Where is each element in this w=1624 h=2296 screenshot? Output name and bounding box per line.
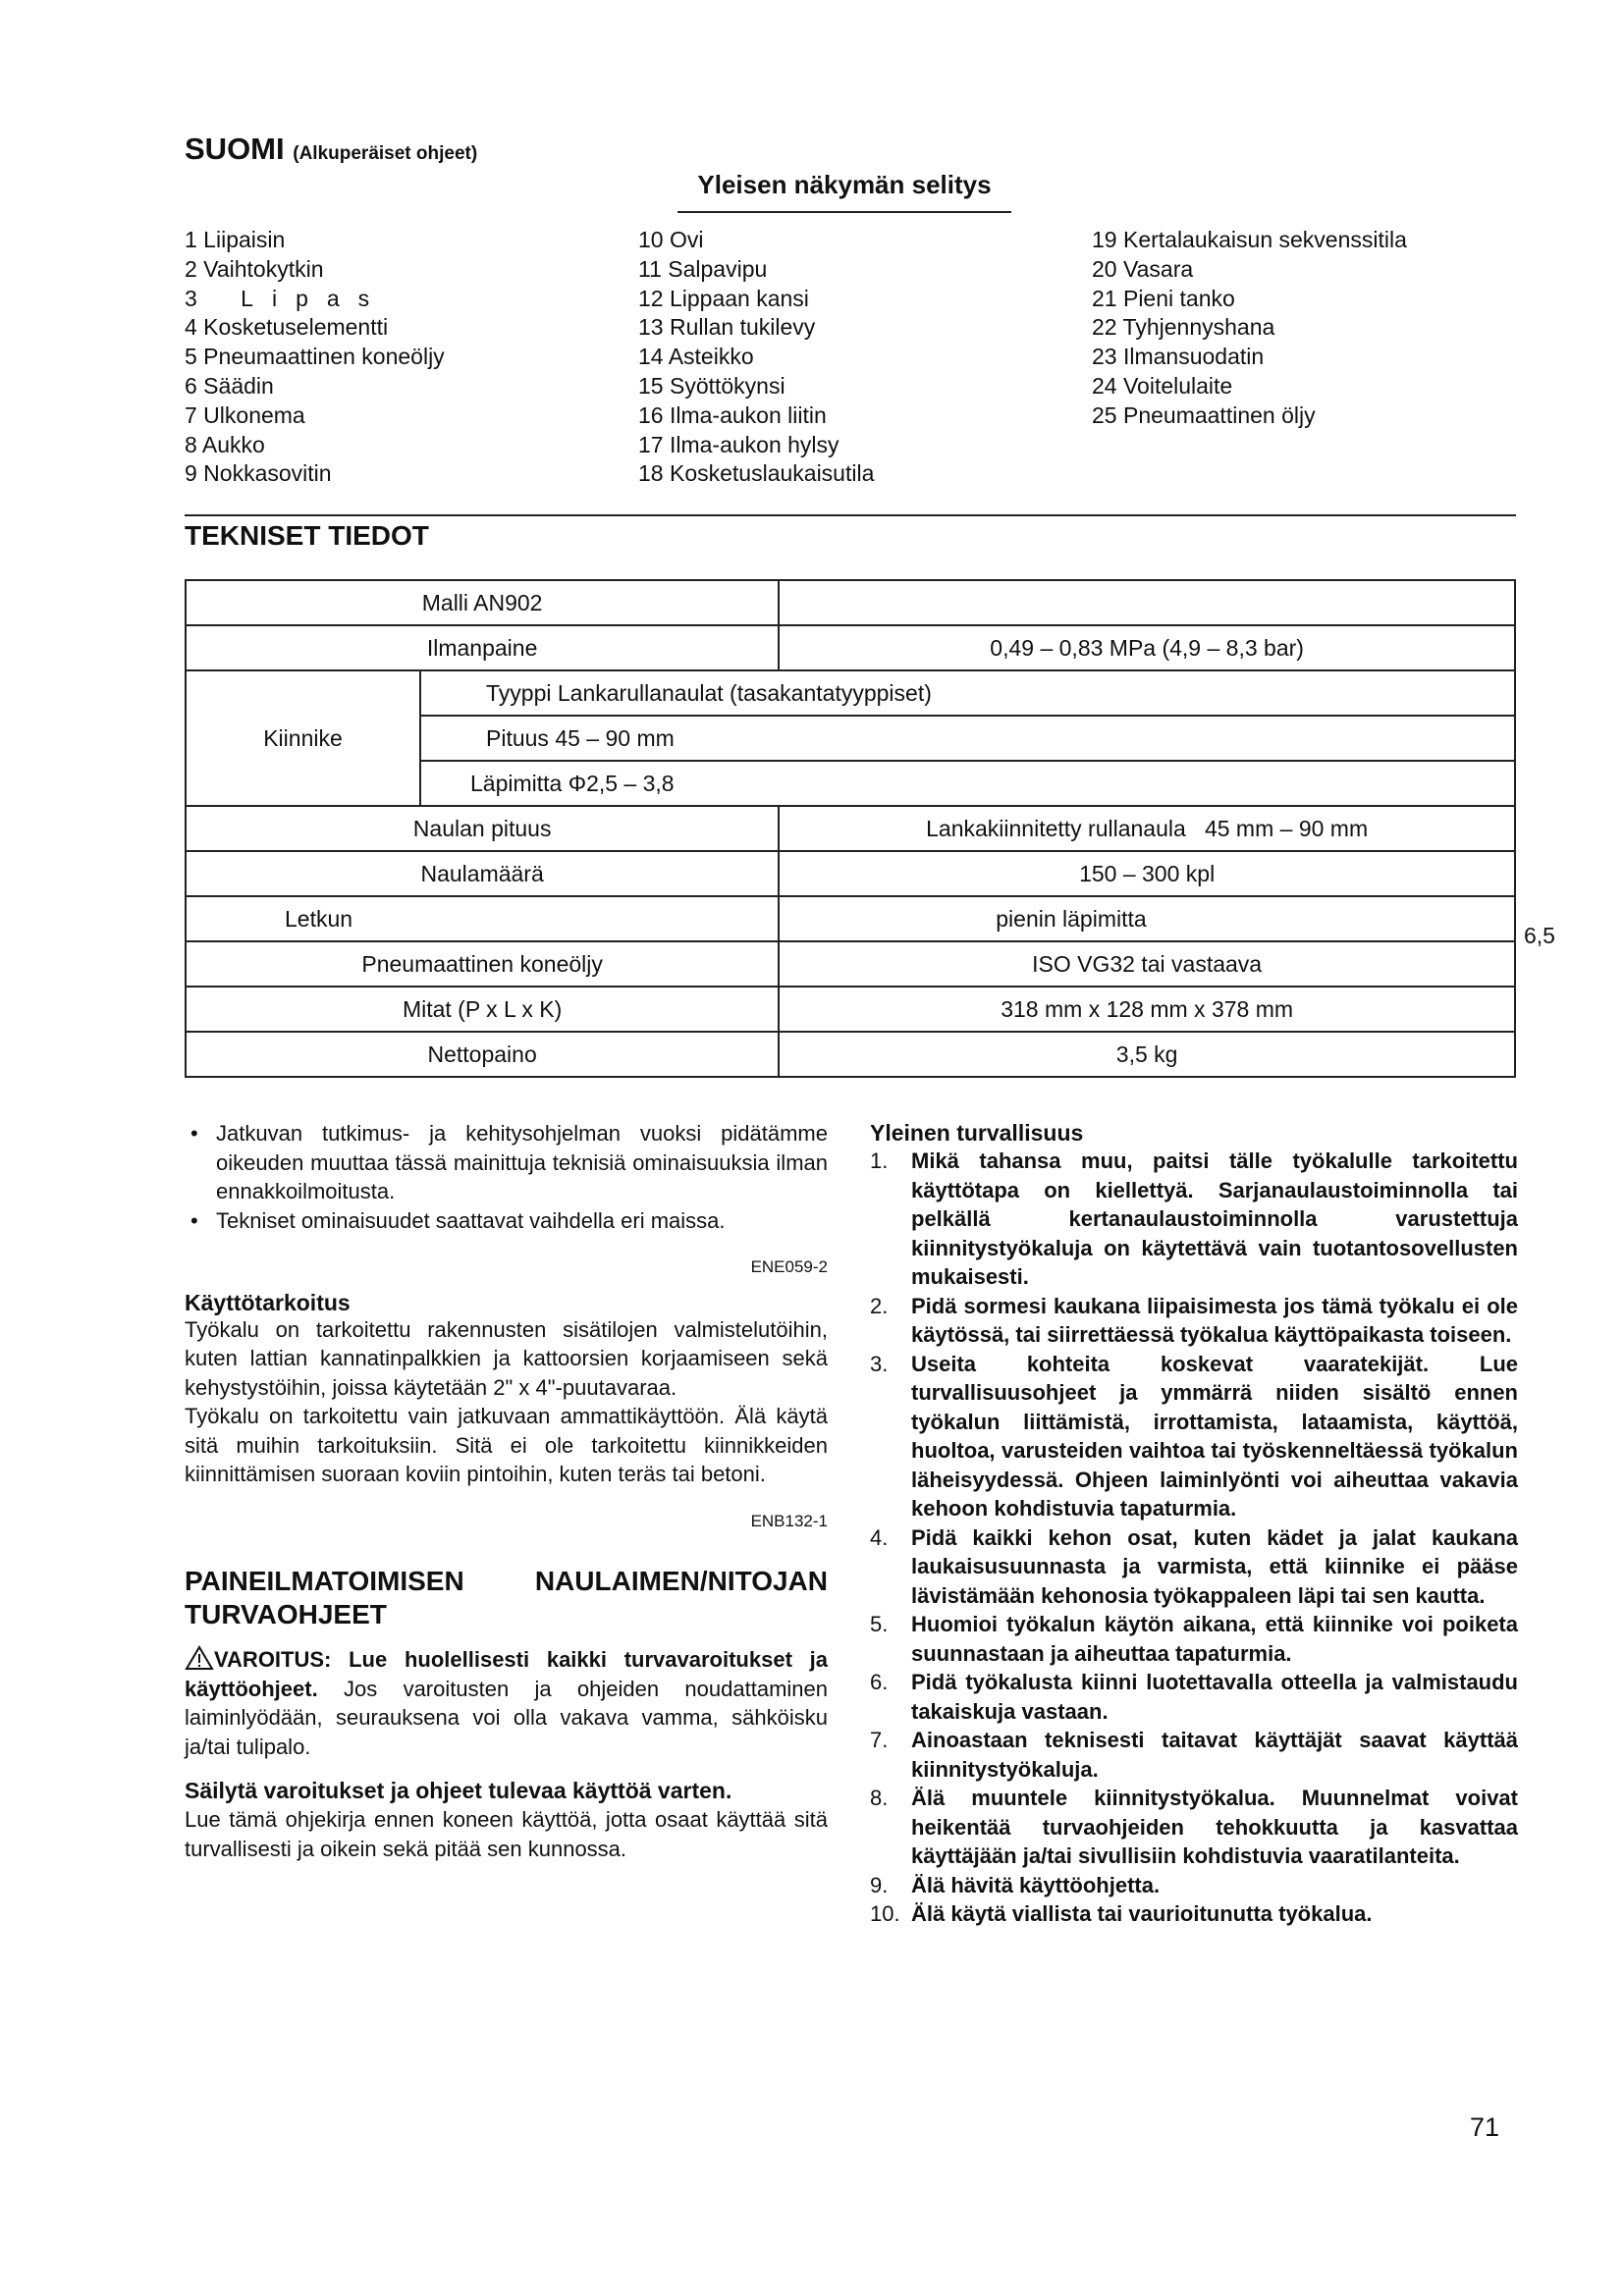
table-row	[186, 806, 1515, 851]
specs-title: TEKNISET TIEDOT	[185, 520, 429, 551]
purpose-heading: Käyttötarkoitus	[185, 1289, 351, 1315]
page-number: 71	[1470, 2112, 1500, 2142]
specs-divider	[185, 514, 1516, 516]
list-item-text: Pidä sormesi kaukana liipaisimesta jos tämä työkalu ei ole käytössä, tai siirrettäessä työkalua käyttöpaikasta toiseen.	[911, 1293, 1518, 1347]
doc-code: ENE059-2	[750, 1257, 828, 1276]
weight-value: 3,5 kg	[779, 1032, 1515, 1077]
overview-column-2	[638, 226, 874, 489]
specs-table	[185, 579, 1516, 1078]
warning-label: VAROITUS:	[214, 1647, 332, 1672]
purpose-paragraph: Työkalu on tarkoitettu vain jatkuvaan ammattikäyttöön. Älä käytä sitä muihin tarkoituksiin. Sitä ei ole tarkoitettu kiinnikkeiden kiinnittämisen suoraan koviin pintoihin, kuten teräs tai betoni.	[185, 1404, 828, 1486]
list-item-number: 1.	[870, 1148, 889, 1173]
overview-item: 11 Salpavipu	[638, 255, 768, 282]
safety-list-item	[870, 1726, 1518, 1784]
overview-item: 17 Ilma-aukon hylsy	[638, 431, 839, 457]
model-value	[779, 580, 1515, 625]
warning-text: Jos varoitusten ja ohjeiden noudattaminen laiminlyödään, seurauksena voi olla vakava vamma, sähköisku ja/tai tulipalo.	[185, 1676, 828, 1759]
fastener-type: Tyyppi Lankarullanaulat (tasakantatyyppiset)	[420, 670, 1515, 716]
safety-list-item	[870, 1668, 1518, 1726]
warning-bold-text: Lue huolellisesti kaikki turvavaroitukset ja käyttöohjeet.	[185, 1647, 828, 1701]
spec-notes	[185, 1119, 828, 1235]
list-item-number: 7.	[870, 1728, 889, 1752]
list-item-text: Ainoastaan teknisesti taitavat käyttäjät saavat käyttää kiinnitystyökaluja.	[911, 1728, 1518, 1782]
overview-item: 3 Lipas	[185, 285, 389, 311]
general-safety-heading: Yleinen turvallisuus	[870, 1120, 1084, 1146]
list-item-text: Älä hävitä käyttöohjetta.	[911, 1872, 1161, 1897]
overview-item: 20 Vasara	[1092, 255, 1194, 282]
table-row	[186, 1032, 1515, 1077]
left-column	[185, 1119, 828, 1863]
table-row	[186, 896, 1515, 941]
warning-triangle-icon	[185, 1645, 214, 1671]
list-item-text: Älä käytä viallista tai vaurioitunutta työkalua.	[911, 1901, 1373, 1926]
language-name: SUOMI	[185, 132, 285, 166]
overview-column-1	[185, 226, 445, 489]
list-item-text: Pidä kaikki kehon osat, kuten kädet ja jalat kaukana laukaisusuunnasta ja varmista, että kiinnike ei pääse lävistämään kehonosia työkappaleen läpi tai sen kautta.	[911, 1524, 1518, 1608]
overview-item: 18 Kosketuslaukaisutila	[638, 460, 875, 487]
list-item-text: Älä muuntele kiinnitystyökalua. Muunnelmat voivat heikentää turvaohjeiden tehokkuutta ja kasvattaa käyttäjään ja/tai sivullisiin kohdistuvia vaaratilanteita.	[911, 1786, 1518, 1868]
safety-list-item	[870, 1899, 1518, 1929]
overview-item: 8 Aukko	[185, 431, 265, 457]
hose-label: Letkun	[186, 896, 779, 941]
overview-item: 13 Rullan tukilevy	[638, 314, 816, 341]
overview-item: 1 Liipaisin	[185, 227, 286, 252]
nail-capacity-value: 150 – 300 kpl	[779, 851, 1515, 896]
keep-paragraph: Lue tämä ohjekirja ennen koneen käyttöä, jotta osaat käyttää sitä turvallisesti ja oikein sekä pitää sen kunnossa.	[185, 1807, 828, 1861]
list-item-number: 2.	[870, 1293, 889, 1318]
overview-item: 4 Kosketuselementti	[185, 314, 389, 341]
safety-list-item	[870, 1784, 1518, 1871]
table-row	[186, 941, 1515, 987]
doc-code: ENB132-1	[750, 1511, 828, 1530]
list-item-number: 10.	[870, 1901, 900, 1926]
table-row	[186, 625, 1515, 670]
right-column	[870, 1119, 1518, 1929]
language-heading	[185, 132, 477, 167]
list-item-number: 5.	[870, 1612, 889, 1636]
overview-item: 23 Ilmansuodatin	[1092, 344, 1265, 370]
air-pressure-label: Ilmanpaine	[186, 625, 779, 670]
overview-item: 7 Ulkonema	[185, 401, 305, 428]
table-row	[186, 580, 1515, 625]
weight-label: Nettopaino	[186, 1032, 779, 1077]
language-note: (Alkuperäiset ohjeet)	[293, 143, 478, 164]
overview-item: 22 Tyhjennyshana	[1092, 314, 1275, 341]
oil-value: ISO VG32 tai vastaava	[779, 941, 1515, 987]
overview-column-3	[1092, 226, 1407, 431]
model-label: Malli AN902	[186, 580, 779, 625]
overview-item: 21 Pieni tanko	[1092, 285, 1235, 311]
overview-title: Yleisen näkymän selitys	[697, 170, 992, 199]
safety-heading: PAINEILMATOIMISEN NAULAIMEN/NITOJAN TURVAOHJEET	[185, 1566, 828, 1629]
keep-heading: Säilytä varoitukset ja ohjeet tulevaa käyttöä varten.	[185, 1778, 732, 1803]
overview-item: 24 Voitelulaite	[1092, 372, 1233, 399]
overview-item: 19 Kertalaukaisun sekvenssitila	[1092, 227, 1407, 252]
dimensions-label: Mitat (P x L x K)	[186, 987, 779, 1032]
overview-item: 16 Ilma-aukon liitin	[638, 401, 827, 428]
list-item-number: 9.	[870, 1872, 889, 1897]
fastener-label: Kiinnike	[186, 670, 420, 806]
safety-list-item	[870, 1871, 1518, 1900]
overview-item: 9 Nokkasovitin	[185, 460, 332, 487]
table-row	[186, 851, 1515, 896]
table-row	[186, 987, 1515, 1032]
overview-item: 10 Ovi	[638, 227, 704, 252]
overview-item: 15 Syöttökynsi	[638, 372, 785, 399]
safety-list	[870, 1147, 1518, 1929]
safety-list-item	[870, 1350, 1518, 1523]
fastener-diameter: Läpimitta Φ2,5 – 3,8	[420, 761, 1515, 806]
note-bullet: • Tekniset ominaisuudet saattavat vaihdella eri maissa.	[185, 1206, 828, 1236]
overview-item: 12 Lippaan kansi	[638, 285, 809, 311]
overview-item: 5 Pneumaattinen koneöljy	[185, 344, 445, 370]
list-item-text: Mikä tahansa muu, paitsi tälle työkalulle tarkoitettu käyttötapa on kiellettyä. Sarjanaulaustoiminnolla tai pelkällä kertanaulaustoiminnolla varustettuja kiinnitystyökaluja on käytettävä vain tuotantosovellusten mukaisesti.	[911, 1148, 1518, 1289]
purpose-paragraph: Työkalu on tarkoitettu rakennusten sisätilojen valmistelutöihin, kuten lattian kannatinpalkkien ja kattoorsien korjaamiseen sekä kehystystöihin, joissa käytetään 2" x 4"-puutavaraa.	[185, 1316, 828, 1400]
overview-underline	[677, 211, 1011, 213]
nail-length-value: Lankakiinnitetty rullanaula 45 mm – 90 mm	[779, 806, 1515, 851]
list-item-text: Pidä työkalusta kiinni luotettavalla otteella ja valmistaudu takaiskuja vastaan.	[911, 1670, 1518, 1724]
hose-side-value: 6,5	[1524, 923, 1555, 948]
safety-list-item	[870, 1147, 1518, 1292]
list-item-text: Useita kohteita koskevat vaaratekijät. Lue turvallisuusohjeet ja ymmärrä niiden sisältö ennen työkalun liittämistä, irrottamista, lataamista, käyttöä, huoltoa, varusteiden vaihtoa tai työskenneltäessä työkalun läheisyydessä. Ohjeen laiminlyönti voi aiheuttaa vakavia kehoon kohdistuvia tapaturmia.	[911, 1351, 1518, 1521]
table-row	[186, 670, 1515, 716]
overview-item: 14 Asteikko	[638, 344, 754, 370]
safety-list-item	[870, 1610, 1518, 1668]
warning-paragraph	[185, 1645, 828, 1761]
fastener-length: Pituus 45 – 90 mm	[420, 716, 1515, 761]
overview-item: 25 Pneumaattinen öljy	[1092, 401, 1316, 428]
list-item-number: 6.	[870, 1670, 889, 1694]
safety-list-item	[870, 1523, 1518, 1611]
overview-item: 2 Vaihtokytkin	[185, 255, 324, 282]
nail-length-label: Naulan pituus	[186, 806, 779, 851]
note-bullet: • Jatkuvan tutkimus- ja kehitysohjelman vuoksi pidätämme oikeuden muuttaa tässä mainittuja teknisiä ominaisuuksia ilman ennakkoilmoitusta.	[185, 1119, 828, 1206]
safety-list-item	[870, 1292, 1518, 1350]
list-item-number: 3.	[870, 1351, 889, 1376]
nail-capacity-label: Naulamäärä	[186, 851, 779, 896]
hose-value: pienin läpimitta	[779, 896, 1515, 941]
dimensions-value: 318 mm x 128 mm x 378 mm	[779, 987, 1515, 1032]
list-item-number: 8.	[870, 1786, 889, 1810]
list-item-number: 4.	[870, 1524, 889, 1550]
oil-label: Pneumaattinen koneöljy	[186, 941, 779, 987]
overview-item: 6 Säädin	[185, 372, 274, 399]
list-item-text: Huomioi työkalun käytön aikana, että kiinnike voi poiketa suunnastaan ja aiheuttaa tapaturmia.	[911, 1612, 1518, 1666]
air-pressure-value: 0,49 – 0,83 MPa (4,9 – 8,3 bar)	[779, 625, 1515, 670]
